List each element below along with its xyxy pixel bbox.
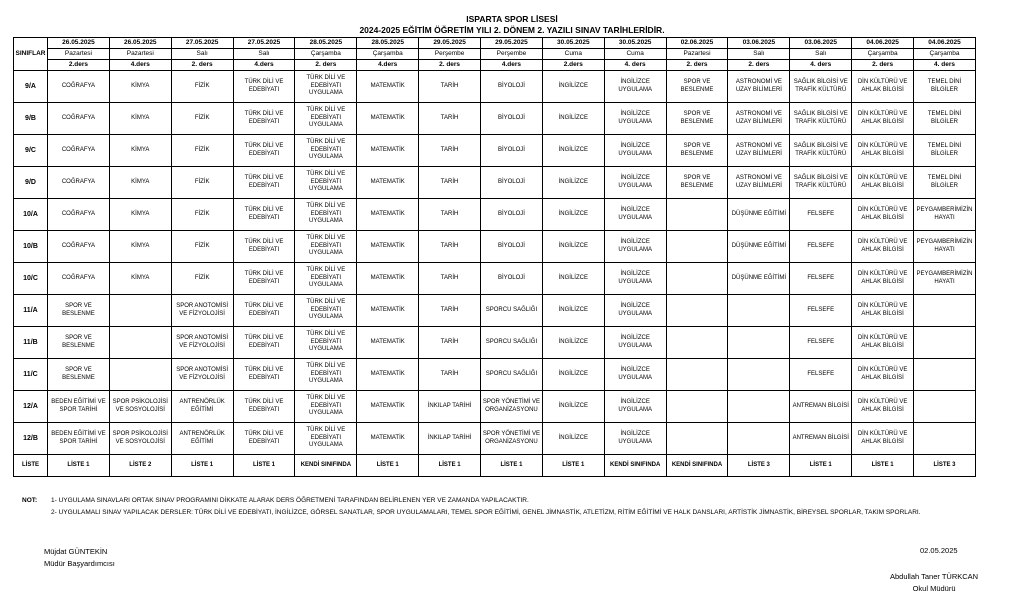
exam-subject-cell: TÜRK DİLİ VE EDEBİYATI UYGULAMA (295, 167, 357, 199)
column-date: 29.05.2025 (481, 38, 543, 49)
exam-subject-cell: DİN KÜLTÜRÜ VE AHLAK BİLGİSİ (852, 359, 914, 391)
class-label: 12/B (14, 423, 48, 455)
exam-subject-cell: KİMYA (109, 71, 171, 103)
principal-signature (890, 571, 978, 595)
exam-subject-cell: BİYOLOJİ (481, 199, 543, 231)
exam-subject-cell: FİZİK (171, 103, 233, 135)
school-title: ISPARTA SPOR LİSESİ (466, 14, 558, 24)
exam-subject-cell: İNGİLİZCE UYGULAMA (604, 295, 666, 327)
exam-subject-cell: FİZİK (171, 135, 233, 167)
exam-subject-cell: İNGİLİZCE UYGULAMA (604, 327, 666, 359)
exam-subject-cell: İNGİLİZCE (542, 71, 604, 103)
class-label: 10/A (14, 199, 48, 231)
note-text-1: 1- UYGULAMA SINAVLARI ORTAK SINAV PROGRAMINI DİKKATE ALARAK DERS ÖĞRETMENİ TARAFINDAN BELİRLENEN YER VE ZAMANDA YAPILACAKTIR. (51, 497, 529, 504)
exam-subject-cell: SPOR ANOTOMİSİ VE FİZYOLOJİSİ (171, 359, 233, 391)
column-date: 02.06.2025 (666, 38, 728, 49)
column-period: 2. ders (171, 60, 233, 71)
column-period: 2. ders (728, 60, 790, 71)
exam-subject-cell: FİZİK (171, 199, 233, 231)
exam-subject-cell: COĞRAFYA (48, 135, 110, 167)
exam-subject-cell: İNGİLİZCE UYGULAMA (604, 135, 666, 167)
exam-subject-cell: SAĞLIK BİLGİSİ VE TRAFİK KÜLTÜRÜ (790, 167, 852, 199)
exam-subject-cell: DÜŞÜNME EĞİTİMİ (728, 231, 790, 263)
table-row (14, 263, 976, 295)
exam-subject-cell: SPOR VE BESLENME (666, 71, 728, 103)
exam-subject-cell: İNGİLİZCE (542, 103, 604, 135)
column-day: Pazartesi (109, 49, 171, 60)
exam-subject-cell: İNGİLİZCE (542, 263, 604, 295)
table-row (14, 103, 976, 135)
exam-subject-cell (728, 359, 790, 391)
column-day: Cuma (604, 49, 666, 60)
list-assignment-cell: LİSTE 1 (48, 455, 110, 477)
exam-subject-cell: MATEMATİK (357, 167, 419, 199)
exam-subject-cell (666, 263, 728, 295)
exam-subject-cell: İNGİLİZCE (542, 231, 604, 263)
exam-subject-cell: BEDEN EĞİTİMİ VE SPOR TARİHİ (48, 391, 110, 423)
exam-subject-cell: İNGİLİZCE (542, 359, 604, 391)
exam-subject-cell: İNGİLİZCE (542, 295, 604, 327)
exam-subject-cell: FELSEFE (790, 359, 852, 391)
exam-subject-cell: TÜRK DİLİ VE EDEBİYATI UYGULAMA (295, 103, 357, 135)
exam-subject-cell: KİMYA (109, 167, 171, 199)
column-date: 28.05.2025 (357, 38, 419, 49)
exam-subject-cell: TARİH (419, 263, 481, 295)
exam-subject-cell: KİMYA (109, 103, 171, 135)
document-date: 02.05.2025 (920, 546, 958, 555)
exam-subject-cell: MATEMATİK (357, 231, 419, 263)
exam-subject-cell: DİN KÜLTÜRÜ VE AHLAK BİLGİSİ (852, 167, 914, 199)
column-date: 03.06.2025 (728, 38, 790, 49)
exam-subject-cell: TÜRK DİLİ VE EDEBİYATI (233, 167, 295, 199)
exam-subject-cell: BİYOLOJİ (481, 135, 543, 167)
exam-subject-cell: TÜRK DİLİ VE EDEBİYATI UYGULAMA (295, 135, 357, 167)
class-label: 12/A (14, 391, 48, 423)
column-date: 27.05.2025 (233, 38, 295, 49)
list-assignment-cell: LİSTE 3 (914, 455, 976, 477)
exam-subject-cell: TÜRK DİLİ VE EDEBİYATI UYGULAMA (295, 327, 357, 359)
exam-subject-cell: COĞRAFYA (48, 263, 110, 295)
column-date: 29.05.2025 (419, 38, 481, 49)
exam-schedule-table (13, 37, 976, 477)
exam-subject-cell: TÜRK DİLİ VE EDEBİYATI UYGULAMA (295, 295, 357, 327)
classes-header: SINIFLAR (14, 38, 48, 71)
exam-subject-cell: İNGİLİZCE UYGULAMA (604, 423, 666, 455)
exam-subject-cell: TÜRK DİLİ VE EDEBİYATI (233, 135, 295, 167)
column-day: Çarşamba (295, 49, 357, 60)
exam-subject-cell: TÜRK DİLİ VE EDEBİYATI UYGULAMA (295, 423, 357, 455)
exam-subject-cell: DİN KÜLTÜRÜ VE AHLAK BİLGİSİ (852, 295, 914, 327)
list-assignment-cell: LİSTE 1 (481, 455, 543, 477)
exam-subject-cell: İNKILAP TARİHİ (419, 391, 481, 423)
class-label: 11/B (14, 327, 48, 359)
column-day: Perşembe (481, 49, 543, 60)
column-period: 4.ders (233, 60, 295, 71)
exam-subject-cell: İNGİLİZCE UYGULAMA (604, 359, 666, 391)
exam-subject-cell: İNGİLİZCE (542, 199, 604, 231)
exam-subject-cell: İNGİLİZCE (542, 135, 604, 167)
exam-subject-cell (728, 423, 790, 455)
list-assignment-cell: LİSTE 1 (852, 455, 914, 477)
exam-subject-cell (914, 423, 976, 455)
header-row-date (14, 38, 976, 49)
exam-subject-cell: MATEMATİK (357, 391, 419, 423)
note-line-2: 2- UYGULAMALI SINAV YAPILACAK DERSLER: TÜRK DİLİ VE EDEBİYATI, İNGİLİZCE, GÖRSEL SANATLAR, SPOR UYGULAMALARI, TEMEL SPOR EĞİTİMİ, GENEL JİMNASTİK, ATLETİZM, RİTİM EĞİTİMİ VE HALK DANSLARI, ARTİSTİK JİMNASTİK, BİREYSEL SPORLAR, TAKIM SPORLARI. (51, 509, 921, 516)
exam-subject-cell: SPOR ANOTOMİSİ VE FİZYOLOJİSİ (171, 295, 233, 327)
exam-subject-cell: TÜRK DİLİ VE EDEBİYATI (233, 263, 295, 295)
class-label: 9/B (14, 103, 48, 135)
list-assignment-cell: KENDİ SINIFINDA (666, 455, 728, 477)
exam-schedule-subtitle: 2024-2025 EĞİTİM ÖĞRETİM YILI 2. DÖNEM 2. YAZILI SINAV TARİHLERİDİR. (359, 25, 665, 35)
column-period: 2.ders (48, 60, 110, 71)
column-period: 2. ders (666, 60, 728, 71)
exam-subject-cell: DİN KÜLTÜRÜ VE AHLAK BİLGİSİ (852, 103, 914, 135)
exam-subject-cell: TÜRK DİLİ VE EDEBİYATI UYGULAMA (295, 263, 357, 295)
column-period: 2. ders (419, 60, 481, 71)
list-assignment-cell: LİSTE 1 (542, 455, 604, 477)
exam-subject-cell: TEMEL DİNİ BİLGİLER (914, 103, 976, 135)
column-day: Salı (790, 49, 852, 60)
exam-subject-cell: TARİH (419, 231, 481, 263)
exam-subject-cell (666, 423, 728, 455)
exam-subject-cell: DİN KÜLTÜRÜ VE AHLAK BİLGİSİ (852, 71, 914, 103)
exam-subject-cell: COĞRAFYA (48, 167, 110, 199)
exam-subject-cell (666, 199, 728, 231)
note-line-1 (22, 495, 921, 507)
exam-subject-cell: ANTRENÖRLÜK EĞİTİMİ (171, 391, 233, 423)
column-day: Pazartesi (48, 49, 110, 60)
exam-subject-cell: PEYGAMBERİMİZİN HAYATI (914, 199, 976, 231)
vice-principal-signature (44, 546, 115, 570)
exam-subject-cell: SPOR PSİKOLOJİSİ VE SOSYOLOJİSİ (109, 423, 171, 455)
list-label: LİSTE (14, 455, 48, 477)
exam-subject-cell (666, 295, 728, 327)
column-day: Çarşamba (914, 49, 976, 60)
exam-subject-cell: TÜRK DİLİ VE EDEBİYATI UYGULAMA (295, 391, 357, 423)
principal-title: Okul Müdürü (912, 584, 956, 593)
exam-subject-cell: KİMYA (109, 135, 171, 167)
exam-subject-cell: TARİH (419, 135, 481, 167)
exam-subject-cell: TÜRK DİLİ VE EDEBİYATI UYGULAMA (295, 199, 357, 231)
notes-section (22, 495, 921, 519)
exam-subject-cell: DİN KÜLTÜRÜ VE AHLAK BİLGİSİ (852, 391, 914, 423)
exam-subject-cell: TÜRK DİLİ VE EDEBİYATI UYGULAMA (295, 359, 357, 391)
column-date: 30.05.2025 (542, 38, 604, 49)
exam-subject-cell: SPOR PSİKOLOJİSİ VE SOSYOLOJİSİ (109, 391, 171, 423)
column-period: 4.ders (357, 60, 419, 71)
class-label: 9/A (14, 71, 48, 103)
exam-subject-cell: MATEMATİK (357, 423, 419, 455)
column-period: 4.ders (109, 60, 171, 71)
exam-subject-cell: DİN KÜLTÜRÜ VE AHLAK BİLGİSİ (852, 263, 914, 295)
exam-subject-cell: SPOR VE BESLENME (666, 135, 728, 167)
table-row (14, 327, 976, 359)
exam-subject-cell: BEDEN EĞİTİMİ VE SPOR TARİHİ (48, 423, 110, 455)
column-period: 2. ders (295, 60, 357, 71)
exam-subject-cell (666, 327, 728, 359)
exam-subject-cell: SPOR YÖNETİMİ VE ORGANİZASYONU (481, 423, 543, 455)
list-assignment-cell: LİSTE 1 (171, 455, 233, 477)
vice-principal-name: Müjdat GÜNTEKİN (44, 547, 108, 556)
list-assignment-cell: LİSTE 2 (109, 455, 171, 477)
exam-subject-cell: TÜRK DİLİ VE EDEBİYATI (233, 359, 295, 391)
list-assignment-cell: LİSTE 1 (233, 455, 295, 477)
exam-subject-cell: DÜŞÜNME EĞİTİMİ (728, 199, 790, 231)
exam-subject-cell: MATEMATİK (357, 103, 419, 135)
exam-subject-cell: İNGİLİZCE UYGULAMA (604, 199, 666, 231)
column-period: 4. ders (790, 60, 852, 71)
exam-subject-cell (728, 295, 790, 327)
exam-subject-cell: ASTRONOMİ VE UZAY BİLİMLERİ (728, 71, 790, 103)
header-row-day (14, 49, 976, 60)
list-assignment-row (14, 455, 976, 477)
column-period: 2. ders (852, 60, 914, 71)
table-row (14, 359, 976, 391)
exam-subject-cell: TÜRK DİLİ VE EDEBİYATI UYGULAMA (295, 71, 357, 103)
exam-subject-cell: FELSEFE (790, 231, 852, 263)
exam-subject-cell: İNGİLİZCE UYGULAMA (604, 103, 666, 135)
table-row (14, 71, 976, 103)
column-day: Perşembe (419, 49, 481, 60)
exam-subject-cell: DİN KÜLTÜRÜ VE AHLAK BİLGİSİ (852, 327, 914, 359)
column-day: Çarşamba (852, 49, 914, 60)
exam-subject-cell: SPOR VE BESLENME (666, 167, 728, 199)
exam-subject-cell (914, 295, 976, 327)
exam-subject-cell: COĞRAFYA (48, 71, 110, 103)
notes-label: NOT: (22, 497, 38, 504)
exam-subject-cell: TÜRK DİLİ VE EDEBİYATI (233, 327, 295, 359)
exam-subject-cell: İNGİLİZCE (542, 327, 604, 359)
exam-subject-cell: İNGİLİZCE (542, 423, 604, 455)
exam-subject-cell: FİZİK (171, 71, 233, 103)
class-label: 9/D (14, 167, 48, 199)
column-date: 27.05.2025 (171, 38, 233, 49)
exam-subject-cell: MATEMATİK (357, 71, 419, 103)
exam-subject-cell: İNGİLİZCE UYGULAMA (604, 263, 666, 295)
exam-subject-cell: MATEMATİK (357, 359, 419, 391)
column-period: 2.ders (542, 60, 604, 71)
exam-subject-cell (109, 295, 171, 327)
exam-subject-cell (914, 359, 976, 391)
exam-subject-cell: ASTRONOMİ VE UZAY BİLİMLERİ (728, 135, 790, 167)
column-period: 4.ders (481, 60, 543, 71)
exam-subject-cell: ANTRENÖRLÜK EĞİTİMİ (171, 423, 233, 455)
exam-subject-cell: TARİH (419, 295, 481, 327)
exam-subject-cell: MATEMATİK (357, 135, 419, 167)
exam-subject-cell: MATEMATİK (357, 327, 419, 359)
table-row (14, 295, 976, 327)
exam-subject-cell: FİZİK (171, 167, 233, 199)
exam-subject-cell: DİN KÜLTÜRÜ VE AHLAK BİLGİSİ (852, 199, 914, 231)
exam-subject-cell (666, 231, 728, 263)
exam-subject-cell: KİMYA (109, 199, 171, 231)
exam-subject-cell: TARİH (419, 103, 481, 135)
exam-subject-cell: İNGİLİZCE UYGULAMA (604, 167, 666, 199)
exam-subject-cell: DİN KÜLTÜRÜ VE AHLAK BİLGİSİ (852, 423, 914, 455)
table-row (14, 199, 976, 231)
list-assignment-cell: LİSTE 3 (728, 455, 790, 477)
exam-subject-cell (109, 327, 171, 359)
exam-subject-cell: BİYOLOJİ (481, 167, 543, 199)
table-row (14, 135, 976, 167)
list-assignment-cell: LİSTE 1 (419, 455, 481, 477)
exam-subject-cell: SPOR VE BESLENME (48, 327, 110, 359)
column-day: Salı (728, 49, 790, 60)
exam-subject-cell: PEYGAMBERİMİZİN HAYATI (914, 231, 976, 263)
column-date: 03.06.2025 (790, 38, 852, 49)
exam-subject-cell: DÜŞÜNME EĞİTİMİ (728, 263, 790, 295)
exam-subject-cell: DİN KÜLTÜRÜ VE AHLAK BİLGİSİ (852, 135, 914, 167)
exam-subject-cell: İNGİLİZCE UYGULAMA (604, 71, 666, 103)
exam-subject-cell: SPOR VE BESLENME (48, 295, 110, 327)
column-day: Salı (233, 49, 295, 60)
exam-subject-cell: FELSEFE (790, 327, 852, 359)
header-row-period (14, 60, 976, 71)
column-date: 28.05.2025 (295, 38, 357, 49)
exam-subject-cell: TARİH (419, 199, 481, 231)
column-date: 04.06.2025 (852, 38, 914, 49)
exam-subject-cell: TÜRK DİLİ VE EDEBİYATI (233, 391, 295, 423)
class-label: 9/C (14, 135, 48, 167)
table-row (14, 167, 976, 199)
exam-subject-cell: COĞRAFYA (48, 231, 110, 263)
exam-subject-cell: PEYGAMBERİMİZİN HAYATI (914, 263, 976, 295)
exam-subject-cell (109, 359, 171, 391)
exam-subject-cell: DİN KÜLTÜRÜ VE AHLAK BİLGİSİ (852, 231, 914, 263)
exam-subject-cell: İNGİLİZCE UYGULAMA (604, 391, 666, 423)
exam-subject-cell: SPORCU SAĞLIĞI (481, 359, 543, 391)
exam-subject-cell: TARİH (419, 359, 481, 391)
exam-subject-cell: SPOR VE BESLENME (48, 359, 110, 391)
exam-subject-cell: TÜRK DİLİ VE EDEBİYATI (233, 71, 295, 103)
exam-subject-cell: TÜRK DİLİ VE EDEBİYATI (233, 231, 295, 263)
exam-subject-cell: BİYOLOJİ (481, 103, 543, 135)
column-day: Pazartesi (666, 49, 728, 60)
exam-subject-cell: SAĞLIK BİLGİSİ VE TRAFİK KÜLTÜRÜ (790, 103, 852, 135)
exam-subject-cell: TÜRK DİLİ VE EDEBİYATI UYGULAMA (295, 231, 357, 263)
exam-subject-cell: SAĞLIK BİLGİSİ VE TRAFİK KÜLTÜRÜ (790, 135, 852, 167)
exam-subject-cell: SPOR ANOTOMİSİ VE FİZYOLOJİSİ (171, 327, 233, 359)
exam-subject-cell: MATEMATİK (357, 295, 419, 327)
exam-subject-cell: TÜRK DİLİ VE EDEBİYATI (233, 423, 295, 455)
exam-subject-cell: TARİH (419, 71, 481, 103)
exam-subject-cell: İNGİLİZCE (542, 167, 604, 199)
exam-subject-cell: COĞRAFYA (48, 199, 110, 231)
exam-subject-cell (728, 391, 790, 423)
exam-subject-cell: TARİH (419, 167, 481, 199)
principal-name: Abdullah Taner TÜRKCAN (890, 572, 979, 581)
exam-subject-cell: TEMEL DİNİ BİLGİLER (914, 167, 976, 199)
exam-subject-cell: İNGİLİZCE (542, 391, 604, 423)
exam-subject-cell: FELSEFE (790, 263, 852, 295)
table-row (14, 231, 976, 263)
exam-subject-cell: BİYOLOJİ (481, 263, 543, 295)
exam-subject-cell: ANTREMAN BİLGİSİ (790, 391, 852, 423)
exam-subject-cell: TEMEL DİNİ BİLGİLER (914, 71, 976, 103)
class-label: 11/C (14, 359, 48, 391)
class-label: 10/B (14, 231, 48, 263)
exam-subject-cell: SPOR VE BESLENME (666, 103, 728, 135)
exam-subject-cell: FELSEFE (790, 295, 852, 327)
class-label: 11/A (14, 295, 48, 327)
exam-subject-cell: BİYOLOJİ (481, 231, 543, 263)
exam-subject-cell: İNKILAP TARİHİ (419, 423, 481, 455)
column-period: 4. ders (604, 60, 666, 71)
list-assignment-cell: KENDİ SINIFINDA (604, 455, 666, 477)
exam-subject-cell: COĞRAFYA (48, 103, 110, 135)
exam-subject-cell: İNGİLİZCE UYGULAMA (604, 231, 666, 263)
exam-subject-cell: TÜRK DİLİ VE EDEBİYATI (233, 295, 295, 327)
exam-subject-cell (666, 391, 728, 423)
exam-subject-cell: SAĞLIK BİLGİSİ VE TRAFİK KÜLTÜRÜ (790, 71, 852, 103)
exam-subject-cell: BİYOLOJİ (481, 71, 543, 103)
exam-subject-cell (666, 359, 728, 391)
column-day: Salı (171, 49, 233, 60)
exam-subject-cell (728, 327, 790, 359)
column-period: 4. ders (914, 60, 976, 71)
table-row (14, 391, 976, 423)
column-date: 30.05.2025 (604, 38, 666, 49)
table-row (14, 423, 976, 455)
exam-subject-cell: MATEMATİK (357, 263, 419, 295)
column-date: 26.05.2025 (109, 38, 171, 49)
exam-subject-cell (914, 391, 976, 423)
exam-subject-cell: TÜRK DİLİ VE EDEBİYATI (233, 199, 295, 231)
exam-subject-cell: FİZİK (171, 263, 233, 295)
exam-subject-cell: MATEMATİK (357, 199, 419, 231)
exam-subject-cell: KİMYA (109, 231, 171, 263)
exam-subject-cell: KİMYA (109, 263, 171, 295)
exam-subject-cell: FİZİK (171, 231, 233, 263)
vice-principal-title: Müdür Başyardımcısı (44, 559, 115, 568)
column-date: 26.05.2025 (48, 38, 110, 49)
exam-subject-cell (914, 327, 976, 359)
column-day: Çarşamba (357, 49, 419, 60)
exam-subject-cell: ASTRONOMİ VE UZAY BİLİMLERİ (728, 167, 790, 199)
exam-subject-cell: SPORCU SAĞLIĞI (481, 327, 543, 359)
column-day: Cuma (542, 49, 604, 60)
exam-subject-cell: FELSEFE (790, 199, 852, 231)
class-label: 10/C (14, 263, 48, 295)
exam-subject-cell: TEMEL DİNİ BİLGİLER (914, 135, 976, 167)
column-date: 04.06.2025 (914, 38, 976, 49)
exam-subject-cell: ASTRONOMİ VE UZAY BİLİMLERİ (728, 103, 790, 135)
exam-subject-cell: ANTREMAN BİLGİSİ (790, 423, 852, 455)
exam-subject-cell: TARİH (419, 327, 481, 359)
list-assignment-cell: KENDİ SINIFINDA (295, 455, 357, 477)
exam-subject-cell: TÜRK DİLİ VE EDEBİYATI (233, 103, 295, 135)
list-assignment-cell: LİSTE 1 (357, 455, 419, 477)
exam-subject-cell: SPORCU SAĞLIĞI (481, 295, 543, 327)
list-assignment-cell: LİSTE 1 (790, 455, 852, 477)
exam-subject-cell: SPOR YÖNETİMİ VE ORGANİZASYONU (481, 391, 543, 423)
